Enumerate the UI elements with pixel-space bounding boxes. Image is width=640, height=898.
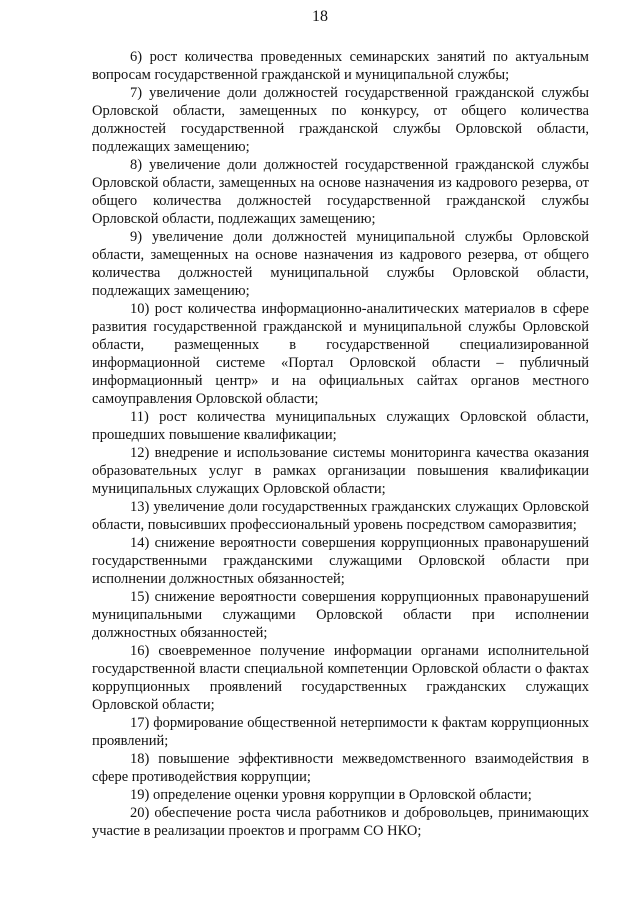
list-item: 7) увеличение доли должностей государственной гражданской службы Орловской области, замещенных по конкурсу, от общего количества должностей государственной гражданской службы Орловской области, подлежащих замещению; bbox=[92, 85, 589, 155]
list-item: 12) внедрение и использование системы мониторинга качества оказания образовательных услуг в рамках организации повышения квалификации муниципальных служащих Орловской области; bbox=[92, 445, 589, 497]
list-item: 17) формирование общественной нетерпимости к фактам коррупционных проявлений; bbox=[92, 715, 589, 749]
list-item: 9) увеличение доли должностей муниципальной службы Орловской области, замещенных на основе назначения из кадрового резерва, от общего количества должностей муниципальной службы Орловской области, подлежащих замещению; bbox=[92, 229, 589, 299]
list-item: 20) обеспечение роста числа работников и добровольцев, принимающих участие в реализации проектов и программ СО НКО; bbox=[92, 805, 589, 839]
list-item: 18) повышение эффективности межведомственного взаимодействия в сфере противодействия коррупции; bbox=[92, 751, 589, 785]
list-item: 14) снижение вероятности совершения коррупционных правонарушений государственными гражданскими служащими Орловской области при исполнении должностных обязанностей; bbox=[92, 535, 589, 587]
list-item: 10) рост количества информационно-аналитических материалов в сфере развития государственной гражданской и муниципальной службы Орловской области, размещенных в государственной специализированной информационной системе «Портал Орловской области – публичный информационный центр» и на официальных сайтах органов местного самоуправления Орловской области; bbox=[92, 301, 589, 407]
document-body bbox=[92, 48, 589, 840]
list-item: 16) своевременное получение информации органами исполнительной государственной власти специальной компетенции Орловской области о фактах коррупционных проявлений государственных гражданских служащих Орловской области; bbox=[92, 643, 589, 713]
list-item: 8) увеличение доли должностей государственной гражданской службы Орловской области, замещенных на основе назначения из кадрового резерва, от общего количества должностей государственной гражданской службы Орловской области, подлежащих замещению; bbox=[92, 157, 589, 227]
list-item: 19) определение оценки уровня коррупции в Орловской области; bbox=[130, 787, 532, 803]
list-item: 6) рост количества проведенных семинарских занятий по актуальным вопросам государственной гражданской и муниципальной службы; bbox=[92, 49, 589, 83]
list-item: 13) увеличение доли государственных гражданских служащих Орловской области, повысивших профессиональный уровень посредством саморазвития; bbox=[92, 499, 589, 533]
list-item: 11) рост количества муниципальных служащих Орловской области, прошедших повышение квалификации; bbox=[92, 409, 589, 443]
list-item: 15) снижение вероятности совершения коррупционных правонарушений муниципальными служащими Орловской области при исполнении должностных обязанностей; bbox=[92, 589, 589, 641]
page-number: 18 bbox=[312, 8, 328, 25]
